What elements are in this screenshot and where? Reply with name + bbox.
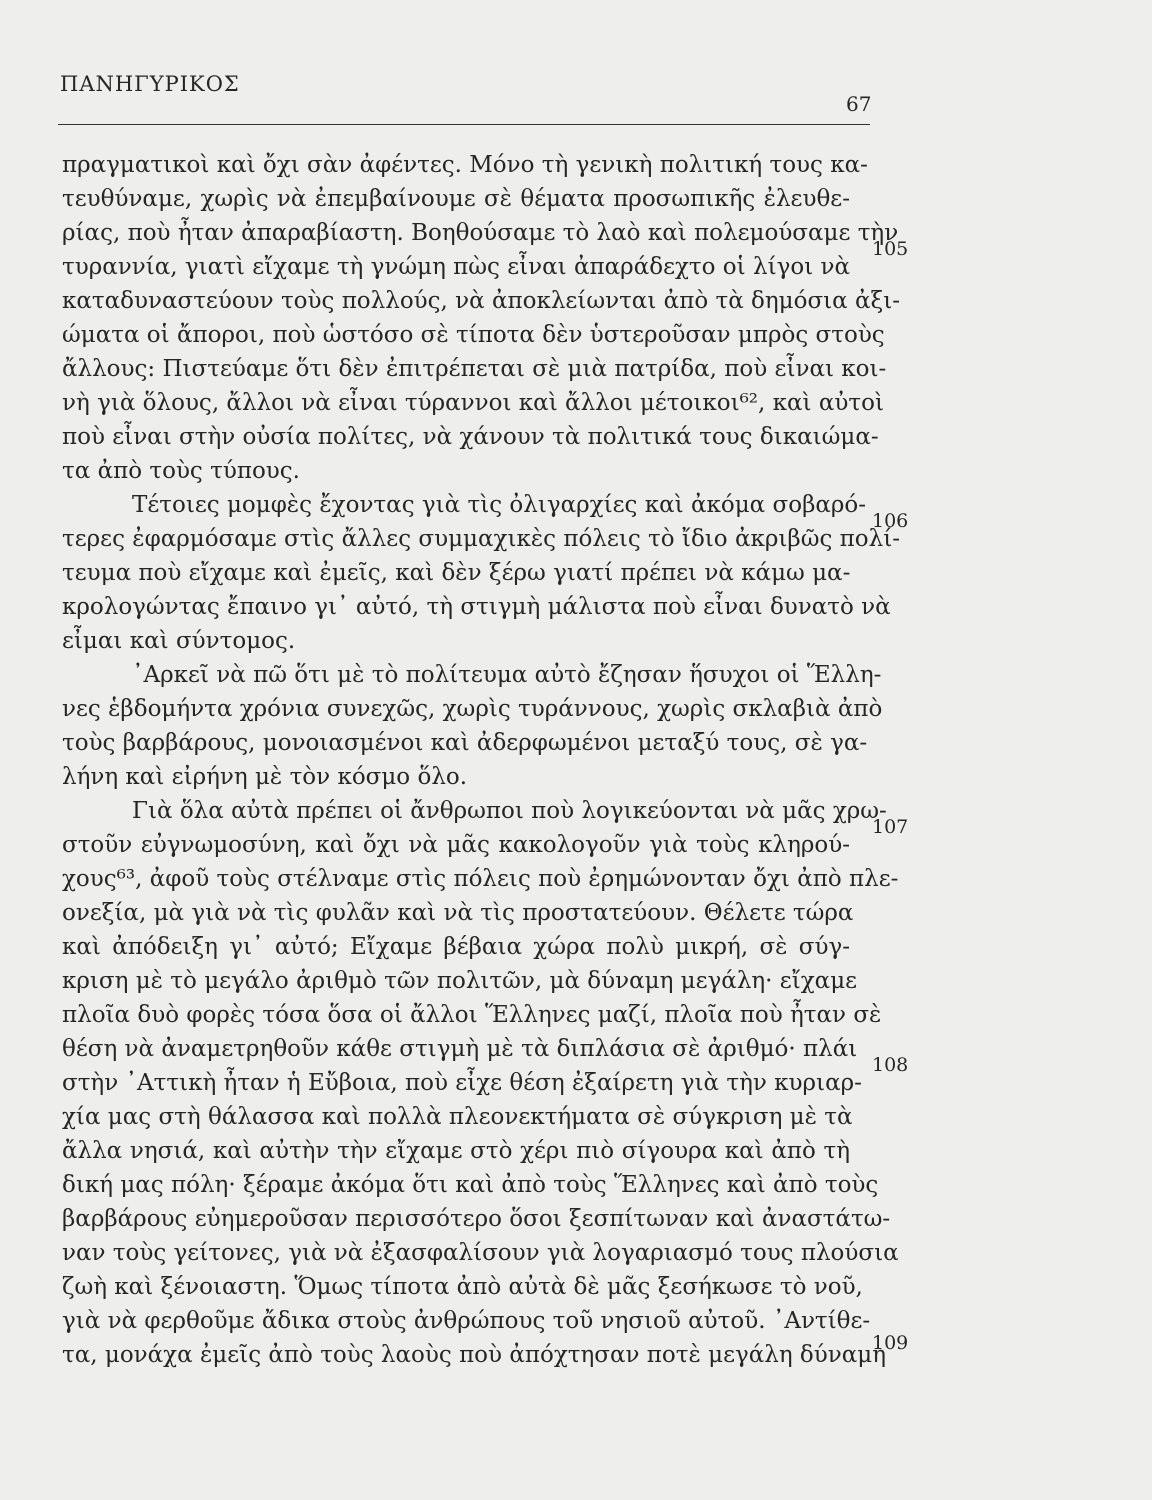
text-line: Γιὰ ὅλα αὐτὰ πρέπει οἱ ἄνθρωποι ποὺ λογικεύονται νὰ μᾶς χρω-	[132, 798, 887, 824]
text-line: καταδυναστεύουν τοὺς πολλούς, νὰ ἀποκλείωνται ἀπὸ τὰ δημόσια ἀξι-	[62, 288, 901, 314]
text-line: ονεξία, μὰ γιὰ νὰ τὶς φυλᾶν καὶ νὰ τὶς προστατεύουν. Θέλετε τώρα	[62, 900, 854, 926]
text-line: κρολογώντας ἔπαινο γι᾿ αὐτό, τὴ στιγμὴ μάλιστα ποὺ εἶναι δυνατὸ νὰ	[62, 594, 891, 620]
section-number: 108	[872, 1054, 909, 1076]
section-number: 107	[872, 816, 909, 838]
text-line: τυραννία, γιατὶ εἴχαμε τὴ γνώμη πὼς εἶναι ἀπαράδεχτο οἱ λίγοι νὰ	[62, 254, 851, 280]
text-line: ᾿Αρκεῖ νὰ πῶ ὅτι μὲ τὸ πολίτευμα αὐτὸ ἔζησαν ἥσυχοι οἱ Ἕλλη-	[132, 662, 882, 688]
section-number: 109	[872, 1332, 909, 1354]
text-line: χία μας στὴ θάλασσα καὶ πολλὰ πλεονεκτήματα σὲ σύγκριση μὲ τὰ	[62, 1104, 853, 1130]
text-line: βαρβάρους εὐημεροῦσαν περισσότερο ὅσοι ξεσπίτωναν καὶ ἀναστάτω-	[62, 1206, 891, 1232]
running-title: ΠΑΝΗΓΥΡΙΚΟΣ	[60, 72, 240, 96]
text-line: λήνη καὶ εἰρήνη μὲ τὸν κόσμο ὅλο.	[62, 764, 468, 790]
text-line: ώματα οἱ ἄποροι, ποὺ ὡστόσο σὲ τίποτα δὲν ὑστεροῦσαν μπρὸς στοὺς	[62, 322, 885, 348]
text-line: ποὺ εἶναι στὴν οὐσία πολίτες, νὰ χάνουν τὰ πολιτικά τους δικαιώμα-	[62, 424, 879, 450]
text-line: πραγματικοὶ καὶ ὄχι σὰν ἀφέντες. Μόνο τὴ γενικὴ πολιτική τους κα-	[62, 152, 868, 178]
text-line: κριση μὲ τὸ μεγάλο ἀριθμὸ τῶν πολιτῶν, μὰ δύναμη μεγάλη· εἴχαμε	[62, 968, 858, 994]
text-line: Τέτοιες μομφὲς ἔχοντας γιὰ τὶς ὀλιγαρχίες καὶ ἀκόμα σοβαρό-	[132, 492, 867, 518]
page-number: 67	[846, 92, 872, 116]
header-rule	[58, 124, 870, 125]
text-line: καὶ ἀπόδειξη γι᾿ αὐτό; Εἴχαμε βέβαια χώρα πολὺ μικρή, σὲ σύγ-	[62, 934, 850, 960]
text-line: τευμα ποὺ εἴχαμε καὶ ἐμεῖς, καὶ δὲν ξέρω γιατί πρέπει νὰ κάμω μα-	[62, 560, 851, 586]
text-line: πλοῖα δυὸ φορὲς τόσα ὅσα οἱ ἄλλοι Ἕλληνες μαζί, πλοῖα ποὺ ἦταν σὲ	[62, 1002, 882, 1028]
text-line: γιὰ νὰ φερθοῦμε ἄδικα στοὺς ἀνθρώπους τοῦ νησιοῦ αὐτοῦ. ᾿Αντίθε-	[62, 1308, 871, 1334]
text-line: ναν τοὺς γείτονες, γιὰ νὰ ἐξασφαλίσουν γιὰ λογαριασμό τους πλούσια	[62, 1240, 899, 1266]
text-line: ζωὴ καὶ ξένοιαστη. Ὅμως τίποτα ἀπὸ αὐτὰ δὲ μᾶς ξεσήκωσε τὸ νοῦ,	[62, 1274, 863, 1300]
text-line: τα ἀπὸ τοὺς τύπους.	[62, 458, 300, 484]
text-line: χους⁶³, ἀφοῦ τοὺς στέλναμε στὶς πόλεις ποὺ ἐρημώνονταν ὄχι ἀπὸ πλε-	[62, 866, 899, 892]
text-line: ἄλλα νησιά, καὶ αὐτὴν τὴν εἴχαμε στὸ χέρι πιὸ σίγουρα καὶ ἀπὸ τὴ	[62, 1138, 850, 1164]
text-line: τερες ἐφαρμόσαμε στὶς ἄλλες συμμαχικὲς πόλεις τὸ ἴδιο ἀκριβῶς πολί-	[62, 526, 900, 552]
text-line: ἄλλους: Πιστεύαμε ὅτι δὲν ἐπιτρέπεται σὲ μιὰ πατρίδα, ποὺ εἶναι κοι-	[62, 356, 887, 382]
text-line: ρίας, ποὺ ἦταν ἀπαραβίαστη. Βοηθούσαμε τὸ λαὸ καὶ πολεμούσαμε τὴν	[62, 220, 899, 246]
text-line: τοὺς βαρβάρους, μονοιασμένοι καὶ ἀδερφωμένοι μεταξύ τους, σὲ γα-	[62, 730, 868, 756]
text-line: τευθύναμε, χωρὶς νὰ ἐπεμβαίνουμε σὲ θέματα προσωπικῆς ἐλευθε-	[62, 186, 850, 212]
text-line: στοῦν εὐγνωμοσύνη, καὶ ὄχι νὰ μᾶς κακολογοῦν γιὰ τοὺς κληρού-	[62, 832, 850, 858]
text-line: νὴ γιὰ ὅλους, ἄλλοι νὰ εἶναι τύραννοι καὶ ἄλλοι μέτοικοι⁶², καὶ αὐτοὶ	[62, 390, 884, 416]
text-line: νες ἑβδομήντα χρόνια συνεχῶς, χωρὶς τυράννους, χωρὶς σκλαβιὰ ἀπὸ	[62, 696, 883, 722]
text-line: εἶμαι καὶ σύντομος.	[62, 628, 296, 654]
section-number: 105	[872, 238, 909, 260]
text-line: τα, μονάχα ἐμεῖς ἀπὸ τοὺς λαοὺς ποὺ ἀπόχτησαν ποτὲ μεγάλη δύναμη	[62, 1342, 887, 1368]
text-line: θέση νὰ ἀναμετρηθοῦν κάθε στιγμὴ μὲ τὰ διπλάσια σὲ ἀριθμό· πλάι	[62, 1036, 858, 1062]
text-line: στὴν ᾿Αττικὴ ἦταν ἡ Εὔβοια, ποὺ εἶχε θέση ἐξαίρετη γιὰ τὴν κυριαρ-	[62, 1070, 862, 1096]
section-number: 106	[872, 510, 909, 532]
text-line: δική μας πόλη· ξέραμε ἀκόμα ὅτι καὶ ἀπὸ τοὺς Ἕλληνες καὶ ἀπὸ τοὺς	[62, 1172, 879, 1198]
